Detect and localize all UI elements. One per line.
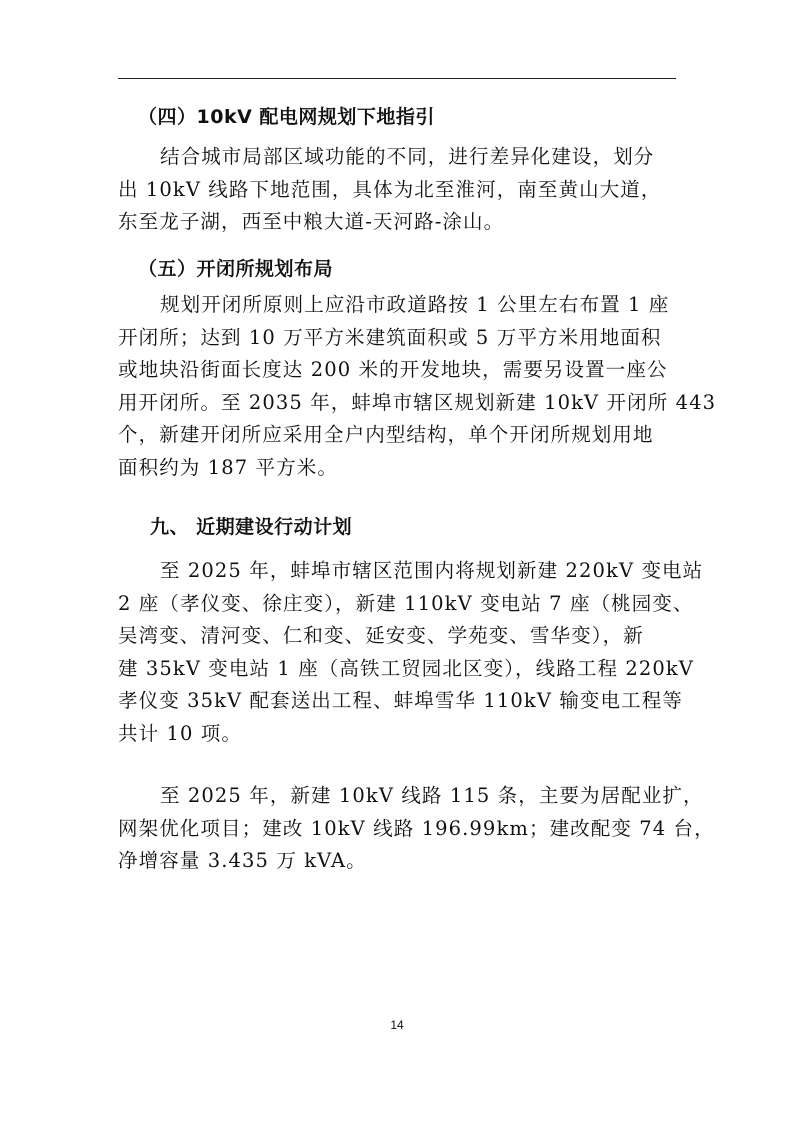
- section-heading-9: 九、 近期建设行动计划: [150, 516, 353, 538]
- paragraph-line: 规划开闭所原则上应沿市政道路按 1 公里左右布置 1 座: [160, 293, 670, 316]
- paragraph-line: 或地块沿街面长度达 200 米的开发地块，需要另设置一座公: [118, 358, 668, 381]
- paragraph-line: 建 35kV 变电站 1 座（高铁工贸园北区变），线路工程 220kV: [118, 656, 694, 680]
- page-number: 14: [390, 1018, 404, 1032]
- paragraph-line: 净增容量 3.435 万 kVA。: [118, 849, 367, 872]
- paragraph-line: 个，新建开闭所应采用全户内型结构，单个开闭所规划用地: [118, 423, 654, 446]
- paragraph-line: 出 10kV 线路下地范围，具体为北至淮河，南至黄山大道，: [118, 177, 662, 201]
- paragraph-substation-plan: [118, 555, 704, 750]
- paragraph-line: 东至龙子湖，西至中粮大道-天河路-涂山。: [118, 210, 505, 233]
- paragraph-line: 孝仪变 35kV 配套送出工程、蚌埠雪华 110kV 输变电工程等: [118, 689, 683, 712]
- paragraph-line: 至 2025 年，蚌埠市辖区范围内将规划新建 220kV 变电站: [160, 559, 704, 582]
- paragraph-line: 吴湾变、清河变、仁和变、延安变、学苑变、雪华变），新: [118, 624, 644, 647]
- paragraph-10kv-lines: [118, 780, 715, 878]
- paragraph-line: 至 2025 年，新建 10kV 线路 115 条，主要为居配业扩，: [160, 784, 704, 807]
- section-heading-5: （五）开闭所规划布局: [138, 258, 334, 280]
- header-rule: [118, 78, 676, 79]
- paragraph-line: 结合城市局部区域功能的不同，进行差异化建设，划分: [160, 145, 655, 168]
- paragraph-line: 开闭所；达到 10 万平方米建筑面积或 5 万平方米用地面积: [118, 325, 662, 349]
- section-heading-4: （四）10kV 配电网规划下地指引: [138, 106, 435, 128]
- paragraph-underground-scope: [118, 141, 678, 239]
- paragraph-line: 面积约为 187 平方米。: [118, 455, 338, 479]
- paragraph-line: 用开闭所。至 2035 年，蚌埠市辖区规划新建 10kV 开闭所 443: [118, 390, 717, 414]
- paragraph-line: 共计 10 项。: [118, 721, 243, 745]
- paragraph-switching-station: [118, 289, 717, 484]
- paragraph-line: 2 座（孝仪变、徐庄变），新建 110kV 变电站 7 座（桃园变、: [118, 591, 694, 615]
- paragraph-line: 网架优化项目；建改 10kV 线路 196.99km；建改配变 74 台，: [118, 816, 715, 840]
